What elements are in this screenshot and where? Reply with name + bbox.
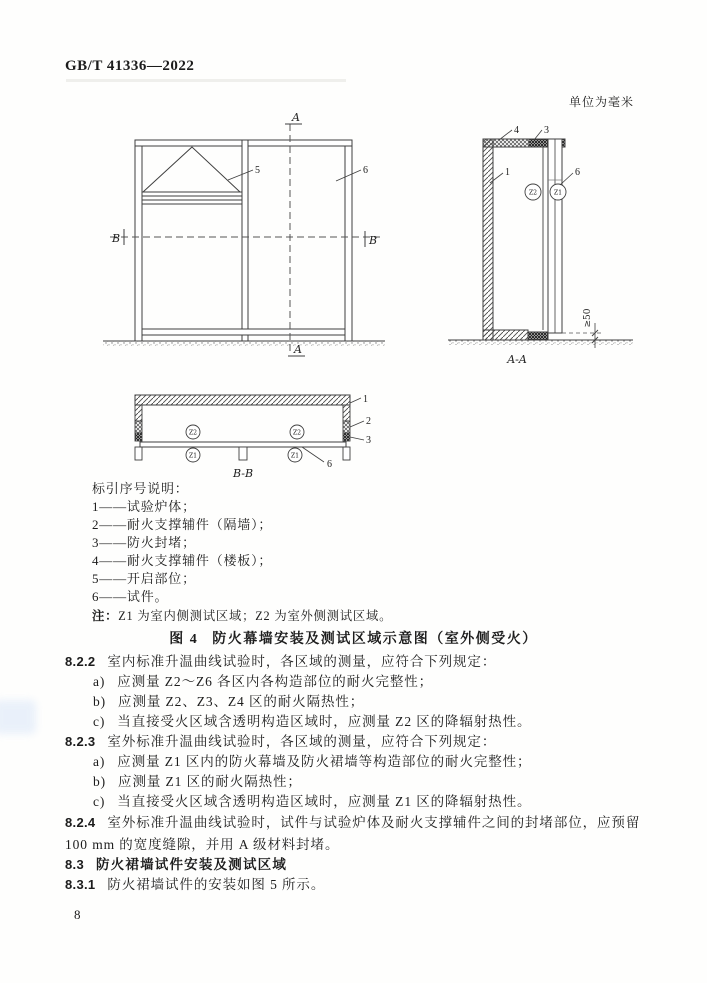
opening-part-triangle [143,147,240,192]
subitem-tag: a) [93,674,106,689]
transom-rail-1 [142,192,242,196]
section-marker-b-right: B [369,234,378,247]
clause-paragraph [65,875,651,895]
clause-subitem [65,712,651,732]
zone-label-z2: Z2 [528,189,538,197]
section-bb-drawing [108,383,408,488]
clause-text: 室内标准升温曲线试验时，各区域的测量，应符合下列规定： [107,654,497,669]
clause-subitem [65,792,651,812]
section-aa-drawing [443,112,648,372]
clause-heading [65,855,651,875]
clause-number: 8.3.1 [65,877,96,892]
transom-rail-2 [142,200,242,204]
furnace-wall [135,395,350,405]
right-end-post [343,447,350,460]
legend-item: 5——开启部位； [92,571,196,586]
clause-number: 8.2.3 [65,734,96,749]
subitem-tag: b) [93,694,107,709]
floor-slab-support [483,139,529,147]
clause-number: 8.3 [65,857,84,872]
callout-6: 6 [363,165,368,176]
dim-label: ≥50 [583,308,593,328]
clause-subitem [65,752,651,772]
watermark-smudge [0,700,36,734]
callout-4: 4 [514,125,519,136]
left-wall-return [135,405,142,421]
right-wall-return [343,405,350,421]
unit-note: 单位为毫米 [569,95,635,109]
zone-label-z1-left: Z1 [188,452,198,460]
zone-label-z1-right: Z1 [290,452,300,460]
right-fire-stop [343,433,350,441]
legend-item: 4——耐火支撑辅件（楼板）； [92,553,273,568]
clause-number: 8.2.4 [65,815,96,830]
left-end-post [135,447,142,460]
page-number: 8 [74,907,81,922]
section-marker-a-bottom: A [294,343,302,356]
callout-1: 1 [505,167,510,178]
section-bb-title: B-B [232,467,254,480]
left-partition-support [135,421,142,433]
subitem-text: 应测量 Z2～Z6 各区内各构造部位的耐火完整性； [117,674,434,689]
clause-number: 8.2.2 [65,654,96,669]
clause-paragraph [65,812,651,855]
legend-item: 2——耐火支撑辅件（隔墙）； [92,517,273,532]
left-frame-member [135,140,142,341]
figure-caption-text: 防火幕墙安装及测试区域示意图（室外侧受火） [212,632,538,647]
legend-title: 标引序号说明： [92,481,189,496]
subitem-text: 应测量 Z2、Z3、Z4 区的耐火隔热性； [118,694,365,709]
callout-2: 2 [366,416,371,427]
subitem-tag: b) [93,774,107,789]
furnace-wall [483,139,493,340]
zone-label-z2-right: Z2 [292,429,302,437]
clause-text: 防火裙墙试件安装及测试区域 [95,857,288,872]
scan-artifact-line [66,79,346,82]
clause-subitem [65,692,651,712]
subitem-tag: a) [93,754,106,769]
ground-band [448,340,633,345]
subitem-tag: c) [93,714,106,729]
zone-label-z1: Z1 [553,189,563,197]
legend-item: 3——防火封堵； [92,535,196,550]
fire-stop-bottom [528,332,548,340]
left-fire-stop [135,433,142,441]
clause-paragraph [65,732,651,752]
bottom-rail [142,329,345,335]
legend [92,480,392,625]
callout-6: 6 [575,167,580,178]
subitem-text: 当直接受火区域含透明构造区域时，应测量 Z2 区的降辐射热性。 [117,714,532,729]
subitem-text: 当直接受火区域含透明构造区域时，应测量 Z1 区的降辐射热性。 [117,794,532,809]
middle-mullion [242,140,248,341]
doc-number: GB/T 41336—2022 [65,58,195,74]
front-elevation-drawing [93,110,415,366]
leader-5 [228,170,253,180]
clause-paragraph [65,652,651,672]
middle-mullion-section [239,447,247,460]
subitem-text: 应测量 Z1 区的耐火隔热性； [118,774,302,789]
callout-1: 1 [363,394,368,405]
zone-label-z2-left: Z2 [188,429,198,437]
callout-3: 3 [366,435,371,446]
clause-text: 防火裙墙试件的安装如图 5 所示。 [107,877,326,892]
figure-caption [0,628,707,648]
section-aa-title: A-A [507,353,527,366]
legend-note-text: Z1 为室内侧测试区域；Z2 为室外侧测试区域。 [118,609,393,623]
section-marker-a-top: A [292,111,300,124]
leader-6 [302,447,324,462]
clause-subitem [65,772,651,792]
legend-note [92,607,392,625]
callout-6: 6 [327,459,332,470]
right-partition-support [343,421,350,433]
legend-item: 1——试验炉体； [92,499,196,514]
legend-item: 6——试件。 [92,589,169,604]
specimen-panel [140,442,346,447]
clause-subitem [65,672,651,692]
right-frame-member [345,140,352,341]
subitem-text: 应测量 Z1 区内的防火幕墙及防火裙墙等构造部位的耐火完整性； [117,754,532,769]
ground-band [103,341,385,346]
leader-1 [350,398,361,403]
clause-text: 室外标准升温曲线试验时，各区域的测量，应符合下列规定： [107,734,497,749]
subitem-tag: c) [93,794,106,809]
furnace-floor [483,330,528,340]
leader-3 [350,437,364,440]
callout-3: 3 [544,125,549,136]
section-marker-b-left: B [112,232,121,245]
figure-caption-label: 图 4 [169,632,199,647]
callout-5: 5 [255,165,260,176]
leader-2 [350,421,364,427]
clauses-block [65,652,651,895]
legend-note-label: 注： [92,609,119,623]
clause-text: 室外标准升温曲线试验时，试件与试验炉体及耐火支撑辅件之间的封堵部位，应预留 100 mm 的宽度缝隙，并用 A 级材料封堵。 [65,815,641,852]
